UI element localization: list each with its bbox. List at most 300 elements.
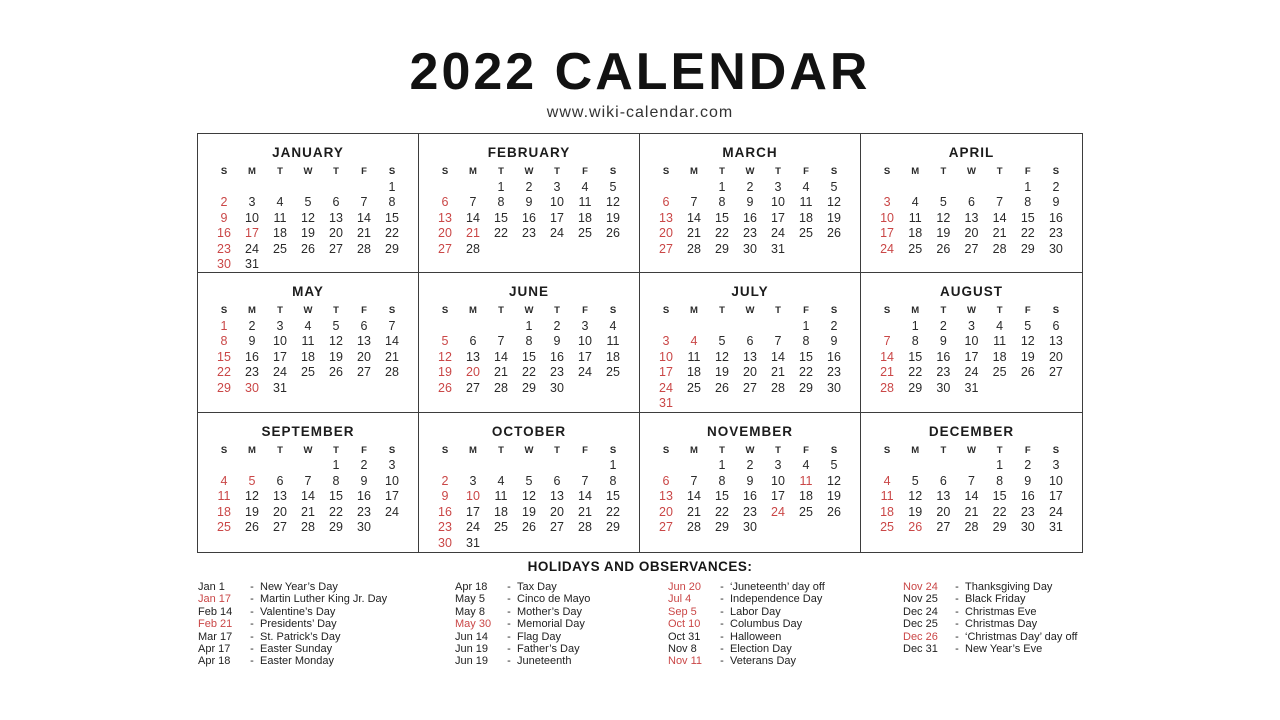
day-cell: 4 [690,334,698,349]
day-cell: 20 [743,365,757,380]
day-cell: 4 [609,318,617,333]
day-grid [419,164,639,257]
day-cell: 4 [276,195,284,209]
day-cell: 8 [911,334,919,349]
day-cell: 19 [908,504,923,519]
day-cell: 7 [304,473,312,488]
holiday-row [668,593,903,605]
day-cell: 6 [441,195,449,209]
weekday-header: W [967,444,976,456]
day-cell: 17 [964,349,979,364]
day-cell: 6 [553,473,561,488]
day-cell: 11 [494,489,508,504]
day-cell: 7 [581,473,589,488]
day-cell: 25 [578,226,592,240]
weekday-header: W [303,305,313,317]
holiday-date: Nov 11 [668,655,703,668]
holidays-heading: HOLIDAYS AND OBSERVANCES: [527,559,753,574]
day-cell: 16 [357,489,371,504]
day-cell: 14 [385,334,399,349]
weekday-header: S [1052,166,1060,177]
day-cell: 7 [774,334,782,349]
weekday-header: T [940,444,947,456]
empty-day-cell [238,458,266,474]
months-grid [197,133,1083,553]
day-cell: 15 [715,210,729,225]
day-cell: 10 [273,334,287,349]
day-grid [861,443,1082,536]
day-cell: 25 [273,241,287,256]
holiday-name: Tax Day [517,581,557,593]
day-cell: 23 [1048,226,1063,240]
weekday-header: S [830,444,838,456]
month-august [861,273,1082,412]
holiday-row [668,655,903,667]
day-cell: 18 [908,226,923,240]
day-cell: 6 [1052,318,1060,333]
weekday-header: T [554,166,560,177]
day-cell: 3 [662,334,670,349]
day-cell: 6 [469,334,477,349]
day-cell: 2 [1052,179,1060,194]
holiday-name: Halloween [730,630,782,643]
day-cell: 20 [329,226,343,240]
weekday-header: F [582,305,588,317]
day-cell: 12 [301,210,315,225]
day-cell: 27 [466,380,480,395]
day-cell: 14 [992,210,1007,225]
day-cell: 11 [993,334,1007,349]
weekday-header: T [333,305,339,317]
day-cell: 19 [827,489,841,504]
day-cell: 30 [1020,520,1035,535]
empty-day-cell [459,319,487,335]
day-cell: 31 [659,396,673,411]
day-cell: 20 [357,349,371,364]
holiday-row [455,631,668,643]
holiday-row [903,631,1103,643]
holiday-date: Dec 26 [903,630,938,643]
weekday-header: M [248,305,256,317]
day-cell: 3 [581,318,589,333]
day-cell: 12 [827,473,841,488]
weekday-header: S [388,444,396,456]
day-cell: 12 [908,489,923,504]
day-cell: 22 [494,226,508,240]
holiday-dash: - [250,655,254,668]
day-grid [198,443,418,536]
holiday-row [903,606,1103,618]
weekday-header: T [940,305,947,317]
day-cell: 17 [771,489,785,504]
day-cell: 12 [1020,334,1035,349]
weekday-header: S [830,166,838,177]
holiday-row [198,643,455,655]
holiday-name: New Year’s Day [260,581,338,593]
empty-day-cell [459,180,487,196]
holiday-date: Apr 18 [455,581,488,593]
empty-day-cell [736,319,764,335]
empty-day-cell [487,458,515,474]
day-grid [419,443,639,552]
day-cell: 17 [385,489,399,504]
day-cell: 22 [522,365,536,380]
day-cell: 20 [659,226,673,240]
holiday-dash: - [250,593,254,606]
day-cell: 20 [936,504,951,519]
day-cell: 13 [357,334,371,349]
day-cell: 19 [606,210,620,225]
day-cell: 11 [880,489,894,504]
holiday-row [903,581,1103,593]
day-cell: 16 [827,349,841,364]
weekday-header: F [803,444,809,456]
day-cell: 29 [992,520,1007,535]
day-cell: 24 [880,241,895,256]
weekday-header: T [719,444,725,456]
day-grid [198,303,418,396]
weekday-header: S [883,166,891,177]
weekday-header: T [996,305,1003,317]
day-cell: 22 [329,504,343,519]
holidays-list [198,581,1103,668]
day-cell: 2 [441,473,449,488]
day-cell: 21 [466,226,480,240]
day-cell: 22 [799,365,813,380]
weekday-header: T [277,444,283,456]
day-cell: 25 [687,380,701,395]
empty-day-cell [266,458,294,474]
day-cell: 29 [715,520,729,535]
month-december [861,413,1082,552]
weekday-header: W [745,305,755,317]
empty-day-cell [652,458,680,474]
day-cell: 6 [332,195,340,209]
weekday-header: S [662,166,670,177]
empty-day-cell [873,180,901,196]
day-cell: 28 [494,380,508,395]
holiday-dash: - [250,630,254,643]
weekday-header: S [662,444,670,456]
day-cell: 27 [936,520,951,535]
day-cell: 21 [964,504,979,519]
day-cell: 15 [606,489,620,504]
day-cell: 6 [360,318,368,333]
weekday-header: F [1024,444,1031,456]
holiday-name: Cinco de Mayo [517,593,591,606]
day-cell: 1 [718,458,726,473]
day-cell: 13 [466,349,480,364]
day-cell: 1 [220,318,228,333]
month-february [419,134,640,273]
day-cell: 24 [273,365,287,380]
day-grid [640,443,860,536]
holiday-date: Feb 21 [198,618,233,631]
day-cell: 29 [217,380,231,395]
holiday-name: Easter Monday [260,655,334,668]
day-cell: 6 [939,473,947,488]
day-cell: 20 [659,504,673,519]
weekday-header: W [967,305,976,317]
day-cell: 27 [659,241,673,256]
day-cell: 2 [220,195,228,209]
day-cell: 27 [659,520,673,535]
day-grid [198,164,418,273]
holiday-name: St. Patrick’s Day [260,630,341,643]
empty-day-cell [680,319,708,335]
weekday-header: S [441,305,449,317]
day-cell: 19 [329,349,343,364]
day-cell: 27 [273,520,287,535]
month-title: AUGUST [940,284,1003,300]
holiday-name: ‘Juneteenth’ day off [730,581,825,593]
empty-day-cell [294,180,322,196]
holiday-row [455,606,668,618]
day-cell: 21 [687,504,701,519]
holiday-dash: - [507,581,511,593]
day-cell: 5 [718,334,726,349]
holiday-row [198,581,455,593]
holiday-row [198,593,455,605]
day-cell: 9 [553,334,561,349]
empty-day-cell [901,458,929,474]
day-cell: 10 [550,195,564,209]
holiday-date: Jul 4 [668,593,692,606]
day-cell: 13 [964,210,979,225]
weekday-header: T [554,444,560,456]
holiday-column-4 [903,581,1103,668]
day-cell: 13 [438,210,452,225]
day-grid [640,303,860,412]
day-cell: 14 [687,489,701,504]
holiday-name: Martin Luther King Jr. Day [260,593,388,606]
weekday-header: M [911,166,920,177]
day-cell: 3 [553,179,561,194]
empty-day-cell [652,180,680,196]
day-cell: 15 [908,349,923,364]
day-cell: 26 [908,520,923,535]
day-cell: 24 [245,241,259,256]
day-cell: 26 [245,520,259,535]
day-cell: 11 [687,349,701,364]
holiday-row [455,618,668,630]
day-cell: 17 [659,365,673,380]
month-title: APRIL [948,145,995,160]
day-cell: 26 [301,241,315,256]
day-cell: 8 [996,473,1004,488]
day-cell: 8 [388,195,396,209]
holiday-date: Jun 19 [455,655,489,668]
day-cell: 12 [245,489,259,504]
day-cell: 5 [525,473,533,488]
day-cell: 27 [743,380,757,395]
day-cell: 11 [301,334,315,349]
empty-day-cell [957,180,985,196]
month-may [198,273,419,412]
day-cell: 16 [522,210,536,225]
day-cell: 19 [1020,349,1035,364]
day-cell: 16 [1048,210,1063,225]
day-cell: 2 [746,458,754,473]
weekday-header: W [524,166,534,177]
holiday-name: Black Friday [965,593,1026,606]
holiday-row [455,643,668,655]
day-cell: 14 [771,349,785,364]
day-cell: 31 [466,535,480,550]
day-cell: 13 [1048,334,1063,349]
day-cell: 29 [522,380,536,395]
day-cell: 29 [799,380,813,395]
holiday-name: Veterans Day [730,655,797,668]
day-cell: 30 [550,380,564,395]
day-cell: 9 [939,334,947,349]
holiday-date: Oct 10 [668,618,701,631]
weekday-header: W [303,444,313,456]
day-grid [419,303,639,396]
day-cell: 2 [830,318,838,333]
weekday-header: T [775,444,781,456]
day-cell: 14 [578,489,592,504]
holiday-row [903,618,1103,630]
day-cell: 2 [525,179,533,194]
holiday-date: Dec 31 [903,643,938,656]
empty-day-cell [543,458,571,474]
month-july [640,273,861,412]
holiday-dash: - [720,581,724,593]
day-cell: 31 [1048,520,1063,535]
weekday-header: M [911,305,920,317]
day-cell: 10 [771,473,785,488]
weekday-header: W [524,305,534,317]
weekday-header: F [803,305,809,317]
holiday-date: Dec 25 [903,618,938,631]
day-cell: 13 [550,489,564,504]
day-cell: 29 [715,241,729,256]
holiday-name: Columbus Day [730,618,803,631]
day-cell: 25 [606,365,620,380]
day-cell: 21 [578,504,592,519]
day-cell: 2 [939,318,947,333]
day-cell: 18 [687,365,701,380]
month-march [640,134,861,273]
day-cell: 23 [743,226,757,240]
day-cell: 11 [908,210,922,225]
day-cell: 15 [992,489,1007,504]
empty-day-cell [487,319,515,335]
day-cell: 22 [715,504,729,519]
day-cell: 10 [385,473,399,488]
day-cell: 8 [802,334,810,349]
day-cell: 18 [992,349,1007,364]
holiday-dash: - [507,605,511,618]
empty-day-cell [322,180,350,196]
day-cell: 6 [276,473,284,488]
day-cell: 9 [525,195,533,209]
holiday-dash: - [250,643,254,656]
empty-day-cell [764,319,792,335]
holiday-row [668,618,903,630]
weekday-header: S [662,305,670,317]
day-cell: 9 [830,334,838,349]
day-cell: 25 [799,504,813,519]
day-cell: 5 [609,179,617,194]
day-cell: 28 [771,380,785,395]
day-cell: 10 [659,349,673,364]
empty-day-cell [957,458,985,474]
day-cell: 6 [662,473,670,488]
holiday-date: Nov 8 [668,643,697,656]
day-cell: 3 [388,458,396,473]
weekday-header: T [719,305,725,317]
day-cell: 24 [659,380,673,395]
day-cell: 20 [550,504,564,519]
day-cell: 11 [606,334,620,349]
empty-day-cell [210,458,238,474]
day-cell: 28 [301,520,315,535]
weekday-header: T [277,305,283,317]
holiday-date: Mar 17 [198,630,233,643]
day-cell: 14 [357,210,371,225]
day-cell: 13 [743,349,757,364]
weekday-header: F [582,444,588,456]
weekday-header: F [361,444,367,456]
day-cell: 3 [1052,458,1060,473]
day-cell: 9 [1052,195,1060,209]
day-cell: 14 [494,349,508,364]
day-cell: 3 [248,195,256,209]
day-cell: 9 [360,473,368,488]
day-cell: 26 [936,241,951,256]
weekday-header: T [498,166,504,177]
day-cell: 24 [964,365,979,380]
day-cell: 18 [494,504,508,519]
day-grid [640,164,860,257]
day-cell: 13 [329,210,343,225]
weekday-header: S [830,305,838,317]
day-cell: 26 [522,520,536,535]
day-cell: 14 [880,349,895,364]
day-cell: 16 [438,504,452,519]
day-cell: 21 [494,365,508,380]
day-cell: 29 [329,520,343,535]
day-cell: 26 [827,504,841,519]
day-cell: 1 [718,179,726,194]
day-cell: 5 [911,473,919,488]
holiday-name: Christmas Day [965,618,1038,631]
day-cell: 30 [743,520,757,535]
day-cell: 1 [996,458,1004,473]
holiday-row [198,631,455,643]
day-cell: 28 [578,520,592,535]
day-cell: 8 [497,195,505,209]
day-cell: 15 [329,489,343,504]
day-cell: 28 [964,520,979,535]
day-cell: 31 [273,380,287,395]
day-cell: 24 [466,520,480,535]
month-april [861,134,1082,273]
day-cell: 9 [746,473,754,488]
day-cell: 11 [217,489,231,504]
day-cell: 1 [332,458,340,473]
day-cell: 14 [964,489,979,504]
holiday-name: Juneteenth [517,655,572,668]
holiday-name: Father’s Day [517,643,580,656]
day-cell: 16 [550,349,564,364]
holiday-date: Jun 19 [455,643,489,656]
day-cell: 27 [964,241,979,256]
day-cell: 29 [385,241,399,256]
day-cell: 21 [301,504,315,519]
